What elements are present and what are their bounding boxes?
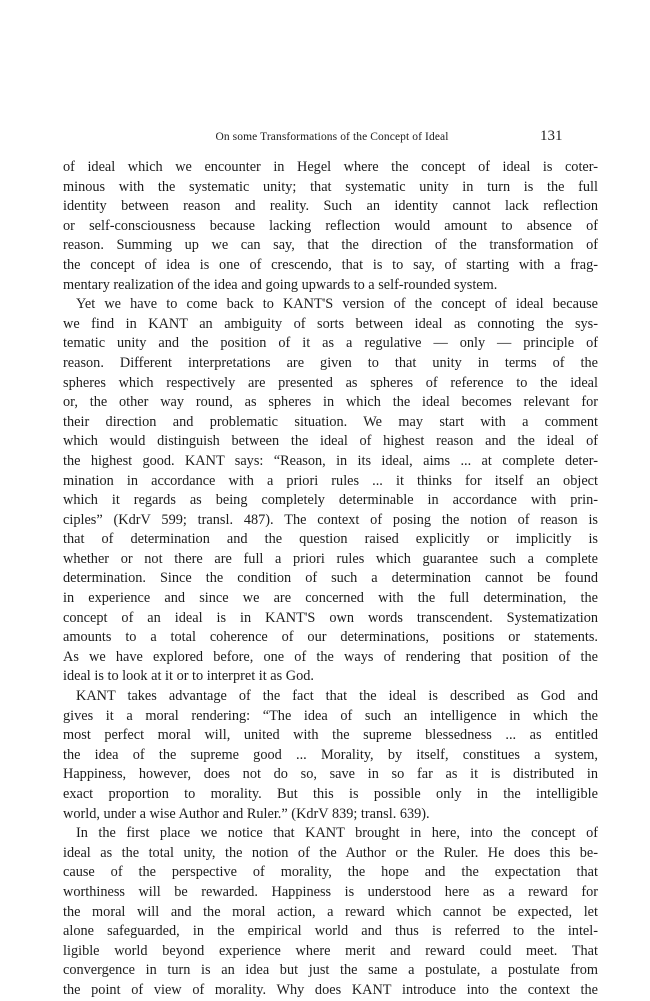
text-line: which would distinguish between the ideal of highest reason and the ideal of (63, 433, 598, 450)
text-line: tematic unity and the position of it as a regulative — only — principle of (63, 335, 598, 352)
text-line: spheres which respectively are presented as spheres of reference to the ideal (63, 374, 598, 391)
text-line: convergence in turn is an idea but just the same a postulate, a postulate from (63, 962, 598, 979)
text-line: which it regards as being completely determinable in accordance with prin- (63, 492, 598, 509)
text-line: Yet we have to come back to KANT'S version of the concept of ideal because (76, 296, 598, 313)
text-line: we find in KANT an ambiguity of sorts between ideal as connoting the sys- (63, 315, 598, 332)
text-line: concept of an ideal is in KANT'S own words transcendent. Systematization (63, 609, 598, 626)
body-text (63, 158, 598, 1001)
text-line: As we have explored before, one of the ways of rendering that position of the (63, 648, 598, 665)
text-line: identity between reason and reality. Such an identity cannot lack reflection (63, 198, 598, 215)
text-line: Happiness, however, does not do so, save in so far as it is distributed in (63, 766, 598, 783)
text-line: that of determination and the question raised explicitly or implicitly is (63, 531, 598, 548)
text-line: the concept of idea is one of crescendo, that is to say, of starting with a frag- (63, 256, 598, 273)
running-title: On some Transformations of the Concept of Ideal (215, 131, 449, 143)
text-line: alone safeguarded, in the empirical world and thus is referred to the intel- (63, 923, 598, 940)
text-line: ciples” (KdrV 599; transl. 487). The context of posing the notion of reason is (63, 511, 598, 528)
text-line: determination. Since the condition of such a determination cannot be found (63, 570, 598, 587)
text-line: or, the other way round, as spheres in which the ideal becomes relevant for (63, 394, 598, 411)
text-line: ideal as the total unity, the notion of the Author or the Ruler. He does this be- (63, 844, 598, 861)
text-line: mination in accordance with a priori rules ... it thinks for itself an object (63, 472, 598, 489)
text-line: their direction and problematic situation. We may start with a comment (63, 413, 598, 430)
text-line: in experience and since we are concerned with the full determination, the (63, 590, 598, 607)
text-line: the highest good. KANT says: “Reason, in its ideal, aims ... at complete deter- (63, 452, 598, 469)
text-line: exact proportion to morality. But this is possible only in the intelligible (63, 786, 598, 802)
text-line: reason. Summing up we can say, that the direction of the transformation of (63, 237, 598, 254)
text-line: minous with the systematic unity; that systematic unity in turn is the full (63, 178, 598, 195)
text-line: the point of view of morality. Why does KANT introduce into the context the (63, 981, 598, 998)
text-line: the moral will and the moral action, a reward which cannot be expected, let (63, 903, 598, 920)
text-line: mentary realization of the idea and going upwards to a self-rounded system. (63, 276, 498, 293)
text-line: ligible world beyond experience where merit and reward could meet. That (63, 942, 598, 959)
text-line: reason. Different interpretations are given to that unity in terms of the (63, 354, 598, 371)
text-line: world, under a wise Author and Ruler.” (KdrV 839; transl. 639). (63, 805, 430, 822)
text-line: most perfect moral will, united with the supreme blessedness ... as entitled (63, 727, 598, 744)
text-line: whether or not there are full a priori rules which guarantee such a complete (63, 550, 598, 567)
text-line: gives it a moral rendering: “The idea of such an intelligence in which the (63, 707, 598, 724)
text-line: amounts to a total coherence of our determinations, positions or statements. (63, 629, 598, 646)
text-line: or self-consciousness because lacking reflection would amount to absence of (63, 217, 598, 234)
text-line: worthiness will be rewarded. Happiness is understood here as a reward for (63, 883, 598, 900)
page-number: 131 (540, 128, 563, 144)
running-header (0, 128, 650, 148)
text-line: In the first place we notice that KANT brought in here, into the concept of (76, 825, 598, 842)
text-line: KANT takes advantage of the fact that the ideal is described as God and (76, 688, 598, 705)
text-line: the idea of the supreme good ... Morality, by itself, constitues a system, (63, 746, 598, 763)
text-line: of ideal which we encounter in Hegel where the concept of ideal is coter- (63, 159, 598, 175)
text-line: ideal is to look at it or to interpret it as God. (63, 668, 314, 685)
text-line: cause of the perspective of morality, the hope and the expectation that (63, 864, 598, 881)
